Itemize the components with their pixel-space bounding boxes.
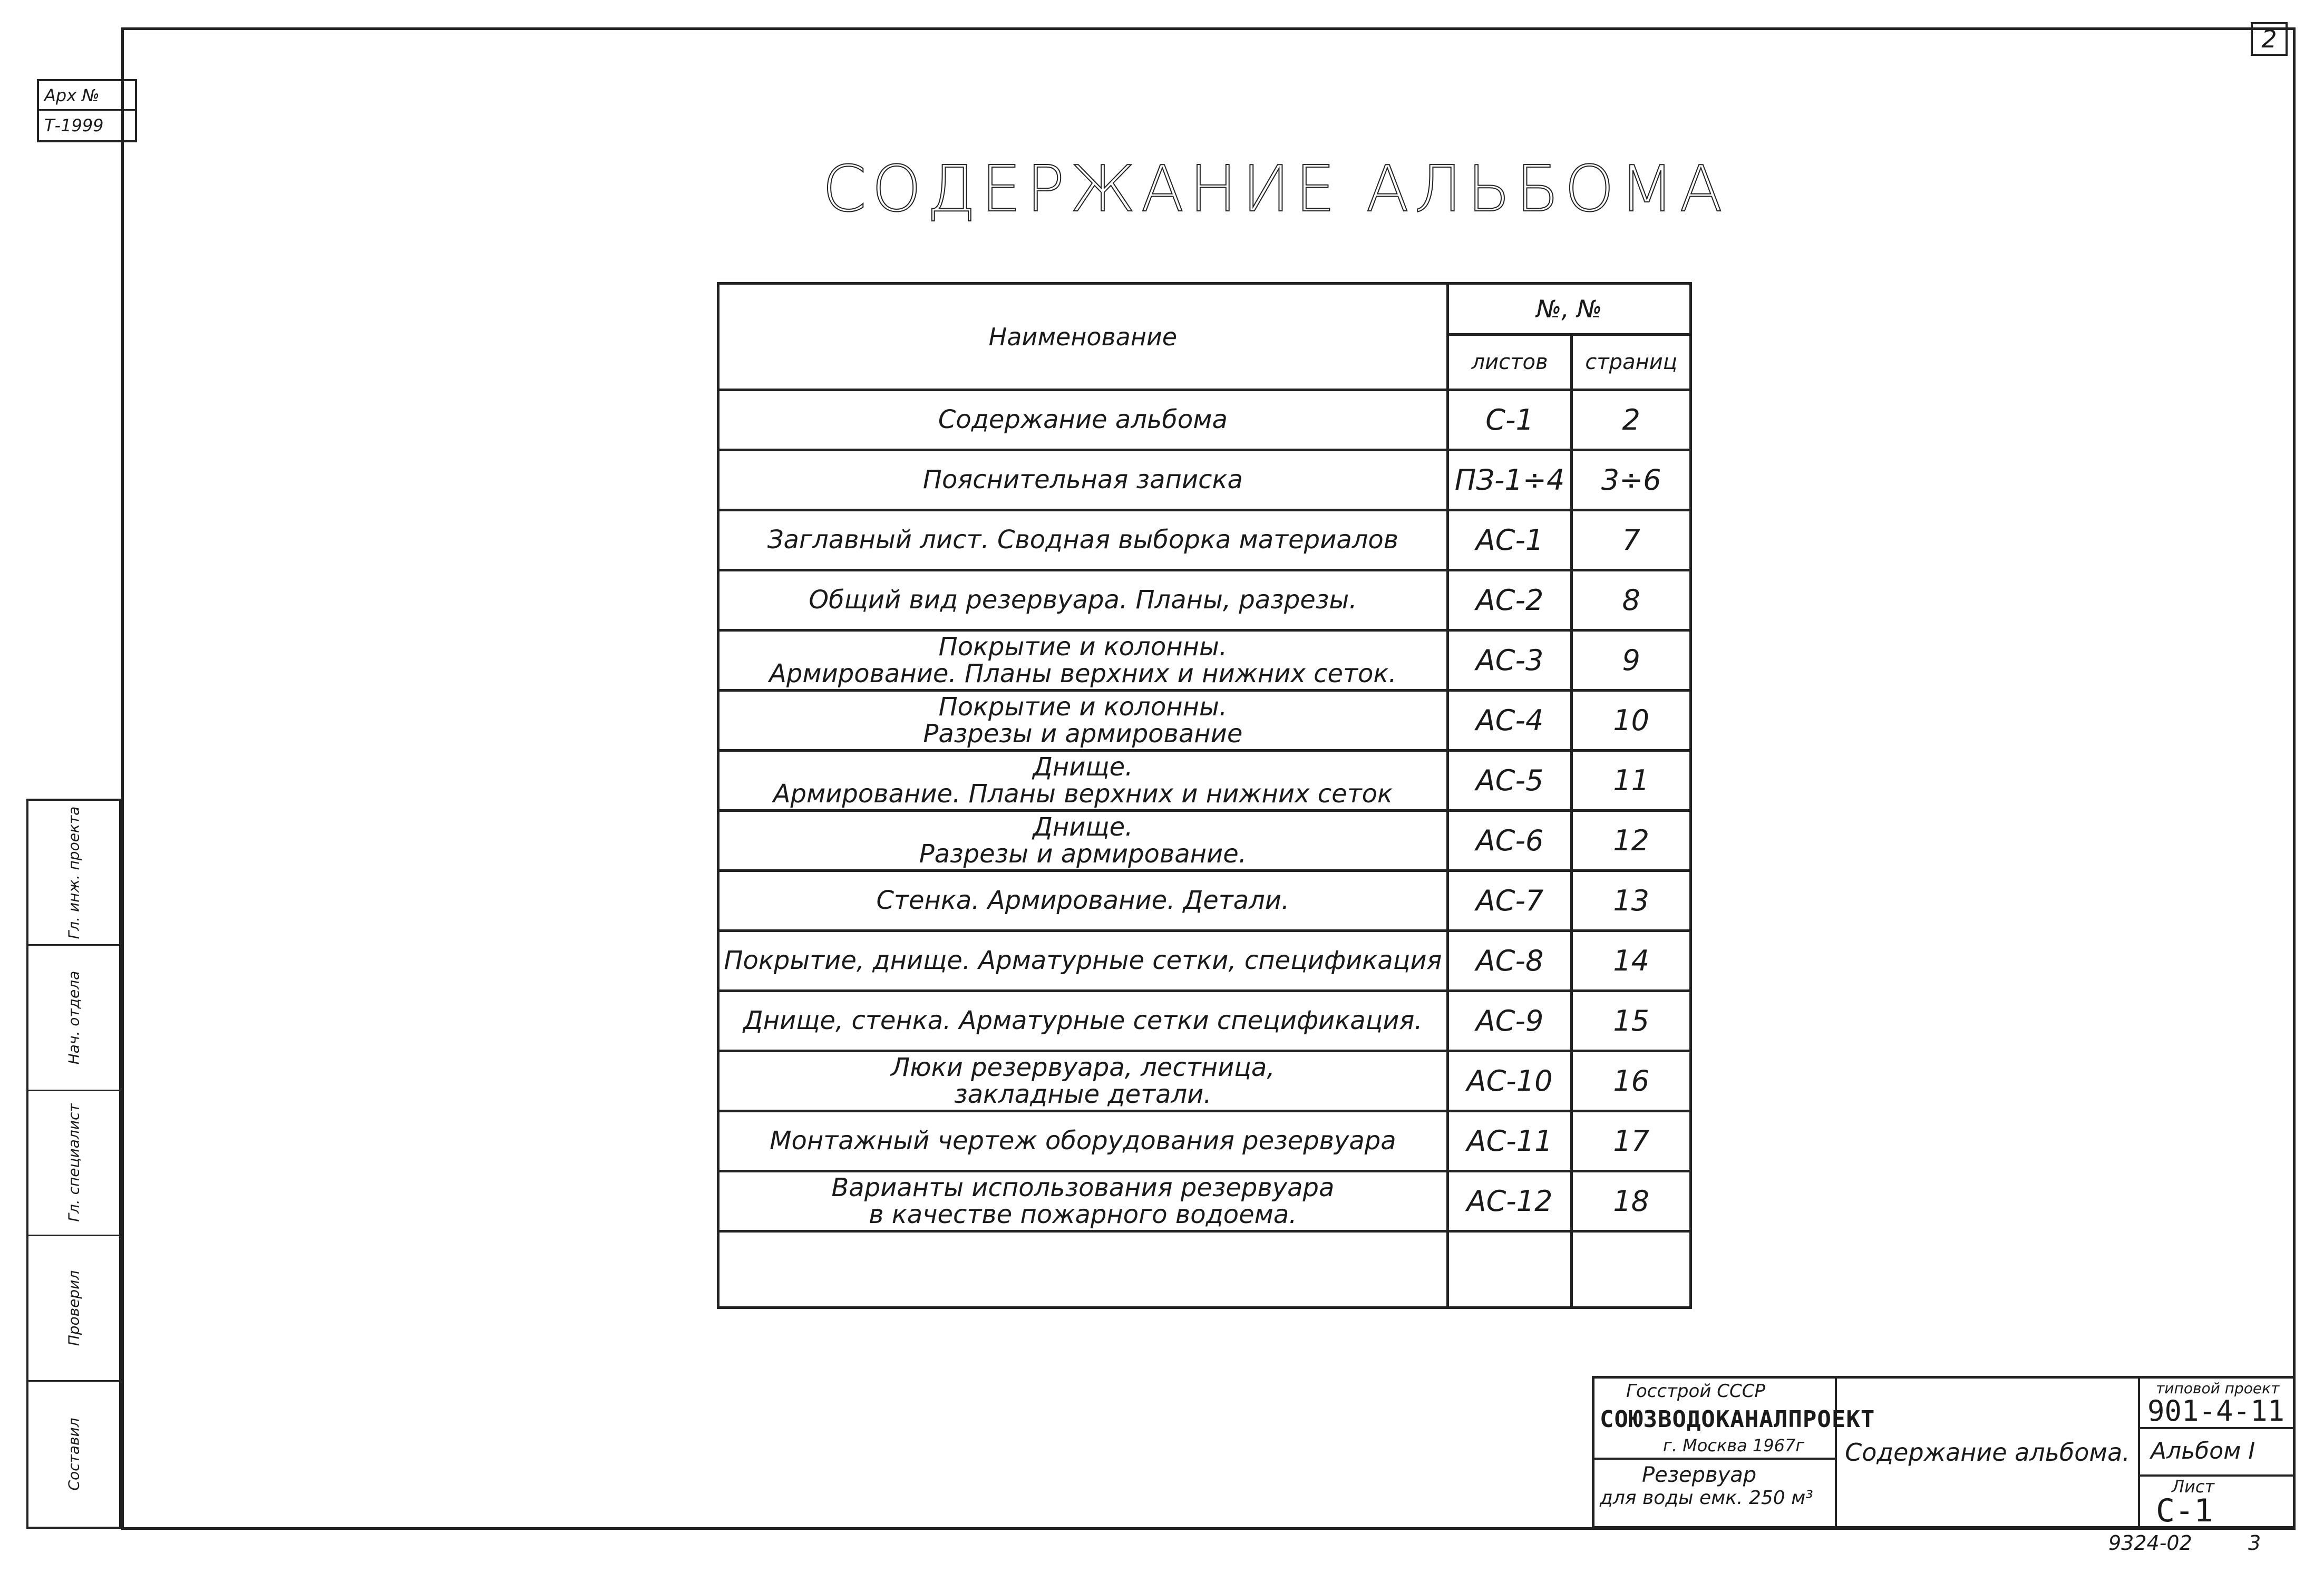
album-cell (2140, 1429, 2293, 1477)
row-page: 7 (1572, 510, 1691, 570)
sheet-code: С-1 (2156, 1492, 2213, 1529)
row-name-line: Армирование. Планы верхних и нижних сеток (773, 779, 1393, 809)
row-name-line: Разрезы и армирование. (919, 839, 1247, 869)
row-page: 16 (1572, 1051, 1691, 1111)
contents-table (717, 282, 1692, 1309)
row-name-line: Заглавный лист. Сводная выборка материалов (767, 525, 1399, 555)
header-numbers: №, № (1447, 284, 1690, 335)
row-page: 12 (1572, 811, 1691, 871)
order-number: 9324-02 (2108, 1531, 2192, 1555)
signature-cell (28, 1091, 119, 1236)
row-name (718, 630, 1448, 691)
org-city: г. Москва 1967г (1663, 1435, 1805, 1455)
row-name-line: Армирование. Планы верхних и нижних сеток. (769, 658, 1397, 688)
row-sheet: АС-4 (1447, 691, 1572, 751)
table-row (718, 751, 1691, 811)
sheet-title: Содержание альбома. (1837, 1379, 2140, 1526)
row-name (718, 570, 1448, 630)
project-number: 901-4-11 (2147, 1394, 2285, 1428)
row-page: 8 (1572, 570, 1691, 630)
row-name-line: Монтажный чертеж оборудования резервуара (770, 1126, 1396, 1156)
table-row (718, 1111, 1691, 1171)
row-name (718, 510, 1448, 570)
signature-role: Гл. инж. проекта (65, 806, 83, 939)
table-row-empty (718, 1231, 1691, 1308)
row-page: 14 (1572, 931, 1691, 991)
archive-label: Арх № (39, 81, 135, 111)
row-name-line: Покрытие и колонны. (938, 692, 1228, 722)
row-sheet: АС-8 (1447, 931, 1572, 991)
row-name-line: Разрезы и армирование (923, 719, 1243, 749)
sheet-cell (2140, 1477, 2293, 1529)
table-row (718, 1051, 1691, 1111)
row-sheet: АС-11 (1447, 1111, 1572, 1171)
row-page: 11 (1572, 751, 1691, 811)
row-page: 3÷6 (1572, 450, 1691, 510)
title-block (1592, 1376, 2296, 1529)
row-name-line: Стенка. Армирование. Детали. (876, 886, 1290, 916)
row-sheet: АС-6 (1447, 811, 1572, 871)
row-page: 9 (1572, 630, 1691, 691)
table-row (718, 570, 1691, 630)
signature-role: Нач. отдела (65, 971, 83, 1065)
divider (1594, 1458, 1835, 1460)
table-row (718, 630, 1691, 691)
row-name (718, 390, 1448, 450)
project-cell (2140, 1379, 2293, 1429)
row-sheet: АС-7 (1447, 871, 1572, 931)
signature-cell (28, 801, 119, 946)
album-label: Альбом I (2151, 1438, 2255, 1464)
signature-role: Проверил (65, 1270, 83, 1346)
row-sheet: АС-12 (1447, 1171, 1572, 1231)
row-name (718, 871, 1448, 931)
row-sheet: АС-3 (1447, 630, 1572, 691)
row-page: 18 (1572, 1171, 1691, 1231)
row-name (718, 931, 1448, 991)
row-name-line: Люки резервуара, лестница, (891, 1053, 1275, 1083)
archive-box (37, 79, 137, 142)
row-sheet: ПЗ-1÷4 (1447, 450, 1572, 510)
row-name-line: Пояснительная записка (922, 465, 1243, 495)
row-page: 17 (1572, 1111, 1691, 1171)
empty-cell (1447, 1231, 1572, 1308)
org-name: СОЮЗВОДОКАНАЛПРОЕКТ (1600, 1406, 1875, 1433)
footer-page: 3 (2248, 1531, 2261, 1555)
row-name (718, 450, 1448, 510)
archive-number: Т-1999 (44, 115, 104, 135)
row-sheet: АС-9 (1447, 991, 1572, 1051)
row-sheet: АС-1 (1447, 510, 1572, 570)
object-line2: для воды емк. 250 м³ (1600, 1487, 1813, 1509)
row-name-line: Общий вид резервуара. Планы, разрезы. (809, 585, 1357, 615)
row-sheet: АС-5 (1447, 751, 1572, 811)
signature-role: Гл. специалист (65, 1103, 83, 1222)
row-name-line: Варианты использования резервуара (831, 1173, 1335, 1203)
page-title: СОДЕРЖАНИЕ АЛЬБОМА (822, 153, 1728, 226)
row-name (718, 991, 1448, 1051)
signature-block (26, 799, 121, 1529)
signature-cell (28, 946, 119, 1091)
org-top: Госстрой СССР (1626, 1381, 1765, 1402)
table-row (718, 510, 1691, 570)
row-name-line: Днище. (1033, 752, 1133, 782)
row-name (718, 751, 1448, 811)
row-page: 13 (1572, 871, 1691, 931)
table-row (718, 871, 1691, 931)
row-page: 10 (1572, 691, 1691, 751)
row-name-line: в качестве пожарного водоема. (869, 1199, 1297, 1229)
row-name-line: Содержание альбома (938, 405, 1228, 435)
signature-cell (28, 1382, 119, 1527)
sheet-label: Лист (2172, 1477, 2215, 1497)
table-row (718, 450, 1691, 510)
row-page: 2 (1572, 390, 1691, 450)
header-pages: страниц (1572, 335, 1691, 390)
header-name: Наименование (718, 284, 1448, 390)
row-name (718, 811, 1448, 871)
title-block-project (2140, 1379, 2293, 1529)
table-row (718, 811, 1691, 871)
row-name (718, 691, 1448, 751)
row-name (718, 1171, 1448, 1231)
sheet-number: 2 (2251, 22, 2288, 56)
title-block-org (1594, 1379, 1875, 1526)
row-name-line: Днище, стенка. Арматурные сетки спецификация. (743, 1006, 1423, 1036)
signature-role: Составил (65, 1418, 83, 1491)
row-name-line: Покрытие, днище. Арматурные сетки, спецификация (724, 946, 1442, 976)
row-sheet: АС-2 (1447, 570, 1572, 630)
signature-cell (28, 1236, 119, 1381)
table-row (718, 390, 1691, 450)
empty-cell (718, 1231, 1448, 1308)
table-row (718, 1171, 1691, 1231)
table-row (718, 691, 1691, 751)
row-name (718, 1111, 1448, 1171)
row-name-line: закладные детали. (954, 1079, 1212, 1109)
project-label: типовой проект (2156, 1380, 2280, 1397)
row-sheet: С-1 (1447, 390, 1572, 450)
object-line1: Резервуар (1642, 1463, 1757, 1487)
empty-cell (1572, 1231, 1691, 1308)
row-page: 15 (1572, 991, 1691, 1051)
row-sheet: АС-10 (1447, 1051, 1572, 1111)
row-name (718, 1051, 1448, 1111)
row-name-line: Днище. (1033, 812, 1133, 842)
table-row (718, 931, 1691, 991)
table-row (718, 991, 1691, 1051)
row-name-line: Покрытие и колонны. (938, 632, 1228, 662)
header-sheets: листов (1447, 335, 1572, 390)
